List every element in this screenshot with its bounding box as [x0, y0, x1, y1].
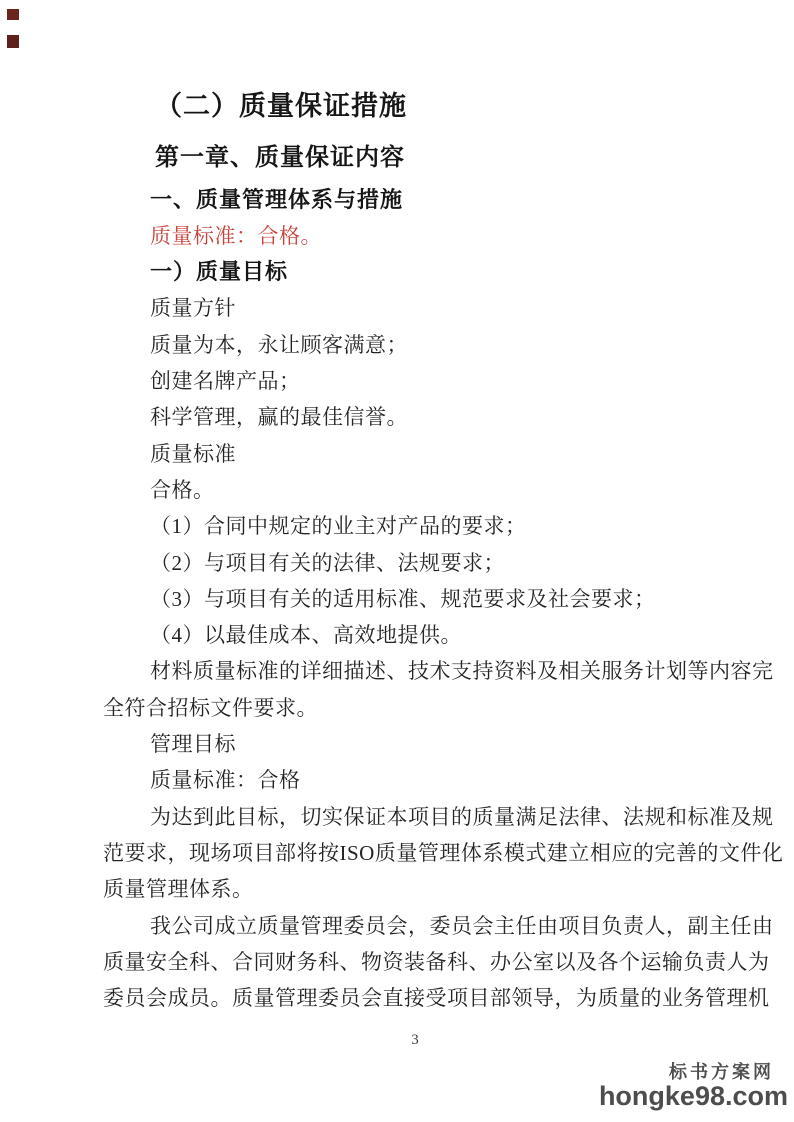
- watermark-site-url: hongke98.com: [598, 1080, 788, 1111]
- paragraph-line: 我公司成立质量管理委员会，委员会主任由项目负责人，副主任由: [150, 913, 774, 938]
- paragraph-line: 质量标准：合格。: [150, 223, 322, 248]
- paragraph-line: 委员会成员。质量管理委员会直接受项目部领导，为质量的业务管理机: [103, 986, 770, 1011]
- scan-artifact-mark-top: [7, 9, 19, 20]
- paragraph-line: 创建名牌产品；: [150, 369, 301, 394]
- paragraph-line: 管理目标: [150, 732, 236, 757]
- watermark-site-name: 标书方案网: [669, 1061, 774, 1082]
- page-number: 3: [411, 1032, 419, 1048]
- paragraph-line: 为达到此目标，切实保证本项目的质量满足法律、法规和标准及规: [150, 804, 774, 829]
- paragraph-line: （3）与项目有关的适用标准、规范要求及社会要求；: [150, 586, 656, 611]
- paragraph-line: 科学管理，赢的最佳信誉。: [150, 405, 408, 430]
- paragraph-line: 合格。: [150, 477, 215, 502]
- paragraph-line: （4）以最佳成本、高效地提供。: [150, 623, 462, 648]
- paragraph-line: 质量管理体系。: [103, 877, 254, 902]
- paragraph-line: 范要求，现场项目部将按ISO质量管理体系模式建立相应的完善的文件化: [103, 840, 784, 865]
- paragraph-line: （2）与项目有关的法律、法规要求；: [150, 550, 505, 575]
- paragraph-line: 质量安全科、合同财务科、物资装备科、办公室以及各个运输负责人为: [103, 949, 770, 974]
- paragraph-line: 材料质量标准的详细描述、技术支持资料及相关服务计划等内容完: [150, 659, 774, 684]
- document-content: [103, 88, 784, 1016]
- watermark: [599, 1063, 788, 1110]
- paragraph-line: 质量标准：合格: [150, 768, 301, 793]
- paragraph-line: （二）质量保证措施: [155, 91, 407, 121]
- paragraph-line: 一、质量管理体系与措施: [150, 186, 404, 212]
- paragraph-line: 质量为本，永让顾客满意；: [150, 332, 408, 357]
- paragraph-line: 质量方针: [150, 296, 236, 321]
- paragraph-line: 质量标准: [150, 441, 236, 466]
- paragraph-line: 一）质量目标: [150, 259, 289, 285]
- paragraph-line: 第一章、质量保证内容: [155, 145, 405, 172]
- paragraph-line: （1）合同中规定的业主对产品的要求；: [150, 514, 527, 539]
- scan-artifact-mark-bottom: [7, 35, 19, 48]
- paragraph-line: 全符合招标文件要求。: [103, 695, 318, 720]
